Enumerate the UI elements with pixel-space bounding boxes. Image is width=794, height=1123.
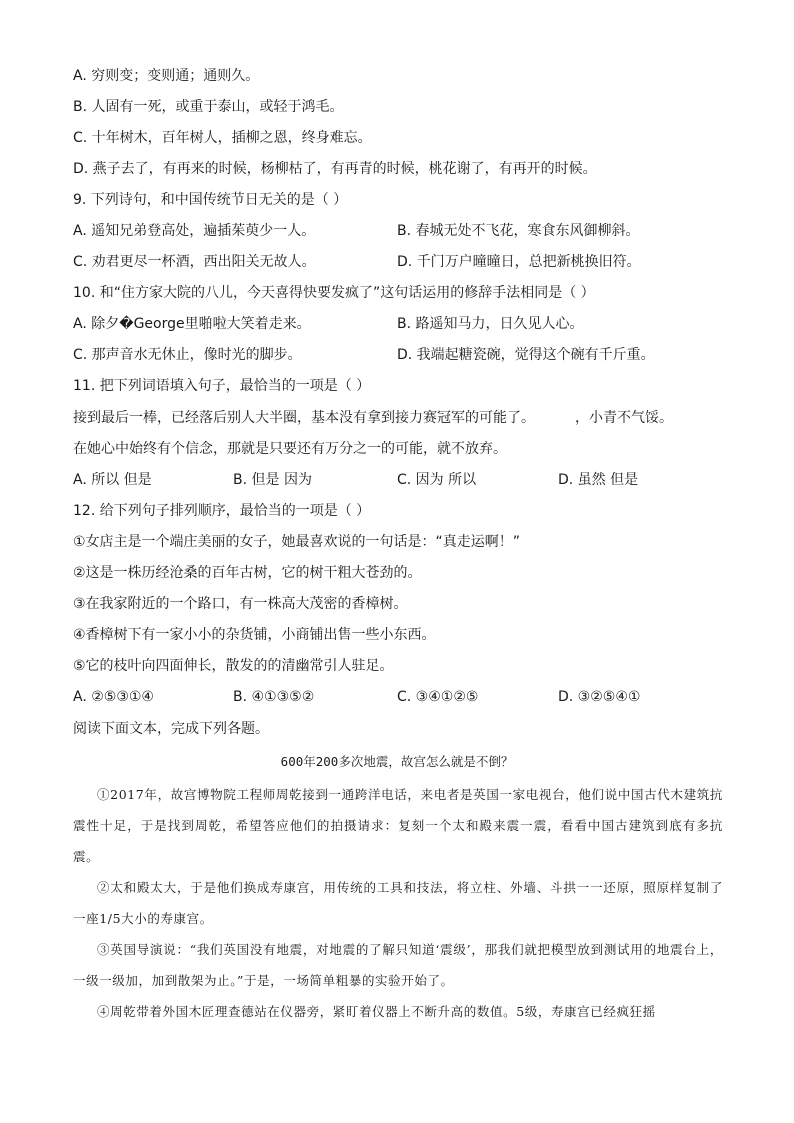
q11-stem: 11. 把下列词语填入句子，最恰当的一项是（ ） bbox=[73, 378, 371, 394]
q9-option-c: C. 劝君更尽一杯酒，西出阳关无故人。 bbox=[73, 254, 316, 270]
q12-sentence-2: ②这是一株历经沧桑的百年古树，它的树干粗大苍劲的。 bbox=[73, 565, 422, 581]
q10-option-a: A. 除夕�George里啪啦大笑着走来。 bbox=[73, 316, 311, 332]
q12-sentence-3: ③在我家附近的一个路口，有一株高大茂密的香樟树。 bbox=[73, 596, 408, 612]
reading-paragraph-3: ③英国导演说：“我们英国没有地震，对地震的了解只知道‘震级’，那我们就把模型放到测试用的地震台上，一级一级加，加到散架为止。”于是，一场简单粗暴的实验开始了。 bbox=[73, 942, 723, 988]
q11-sentence-1-start: 接到最后一棒，已经落后别人大半圈，基本没有拿到接力赛冠军的可能了。 bbox=[73, 410, 535, 426]
q12-option-b: B. ④①③⑤② bbox=[233, 689, 315, 705]
q8-option-d: D. 燕子去了，有再来的时候，杨柳枯了，有再青的时候，桃花谢了，有再开的时候。 bbox=[73, 161, 597, 177]
q11-option-d: D. 虽然 但是 bbox=[558, 472, 639, 488]
q12-sentence-5: ⑤它的枝叶向四面伸长，散发的的清幽常引人驻足。 bbox=[73, 658, 394, 674]
q8-option-b: B. 人固有一死，或重于泰山，或轻于鸿毛。 bbox=[73, 99, 344, 115]
q11-sentence-2: 在她心中始终有个信念，那就是只要还有万分之一的可能，就不放弃。 bbox=[73, 441, 507, 457]
reading-intro: 阅读下面文本，完成下列各题。 bbox=[73, 721, 269, 737]
reading-paragraph-1: ①2017年，故宫博物院工程师周乾接到一通跨洋电话，来电者是英国一家电视台，他们说中国古代木建筑抗震性十足，于是找到周乾，希望答应他们的拍摄请求：复刻一个太和殿来震一震，看看中国古建筑到底有多抗震。 bbox=[73, 787, 723, 864]
q11-option-c: C. 因为 所以 bbox=[397, 472, 477, 488]
reading-paragraph-4: ④周乾带着外国木匠理查德站在仪器旁，紧盯着仪器上不断升高的数值。5级，寿康宫已经疯狂摇 bbox=[97, 1004, 656, 1019]
q12-stem: 12. 给下列句子排列顺序，最恰当的一项是（ ） bbox=[73, 503, 371, 519]
reading-paragraph-2: ②太和殿太大，于是他们换成寿康宫，用传统的工具和技法，将立柱、外墙、斗拱一一还原，照原样复制了一座1/5大小的寿康宫。 bbox=[73, 880, 723, 926]
q9-option-d: D. 千门万户曈曈日，总把新桃换旧符。 bbox=[397, 254, 641, 270]
q12-option-d: D. ③②⑤④① bbox=[558, 689, 641, 705]
q10-option-d: D. 我端起糖瓷碗，觉得这个碗有千斤重。 bbox=[397, 347, 655, 363]
q9-option-b: B. 春城无处不飞花，寒食东风御柳斜。 bbox=[397, 223, 640, 239]
reading-title: 600年200多次地震，故宫怎么就是不倒？ bbox=[280, 754, 514, 769]
q9-stem: 9. 下列诗句，和中国传统节日无关的是（ ） bbox=[73, 192, 348, 208]
q8-option-a: A. 穷则变；变则通；通则久。 bbox=[73, 68, 260, 84]
q12-sentence-4: ④香樟树下有一家小小的杂货铺，小商铺出售一些小东西。 bbox=[73, 627, 436, 643]
q9-option-a: A. 遥知兄弟登高处，遍插茱萸少一人。 bbox=[73, 223, 316, 239]
q12-sentence-1: ①女店主是一个端庄美丽的女子，她最喜欢说的一句话是：“真走运啊！” bbox=[73, 534, 521, 550]
q12-option-c: C. ③④①②⑤ bbox=[397, 689, 479, 705]
q10-option-b: B. 路遥知马力，日久见人心。 bbox=[397, 316, 584, 332]
q11-sentence-1 bbox=[73, 408, 673, 428]
q10-option-c: C. 那声音水无休止，像时光的脚步。 bbox=[73, 347, 302, 363]
q12-option-a: A. ②⑤③①④ bbox=[73, 689, 154, 705]
q8-option-c: C. 十年树木，百年树人，插柳之恩，终身难忘。 bbox=[73, 130, 372, 146]
q11-sentence-1-end: ，小青不气馁。 bbox=[575, 410, 673, 426]
q11-option-b: B. 但是 因为 bbox=[233, 472, 312, 488]
q10-stem: 10. 和“住方家大院的八儿，今天喜得快要发疯了”这句话运用的修辞手法相同是（ ） bbox=[73, 285, 595, 301]
q11-option-a: A. 所以 但是 bbox=[73, 472, 152, 488]
